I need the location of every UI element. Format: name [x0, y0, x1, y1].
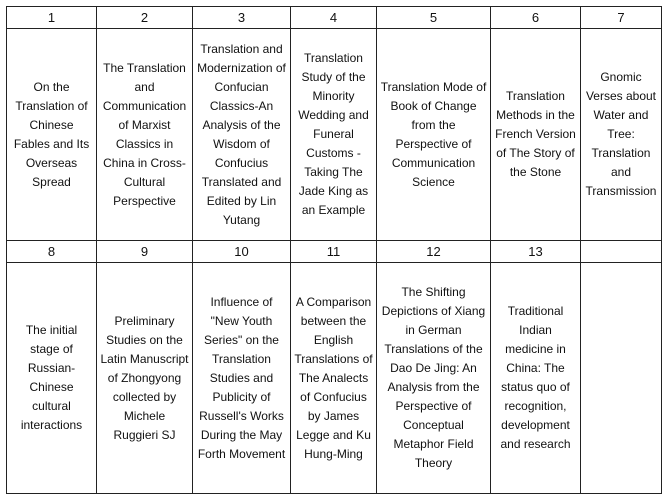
paper-title-cell: Traditional Indian medicine in China: The status quo of recognition, development and research — [491, 263, 581, 494]
paper-title-cell: Translation Study of the Minority Wedding and Funeral Customs - Taking The Jade King as an Example — [291, 29, 377, 241]
column-number: 10 — [193, 241, 291, 263]
column-number: 3 — [193, 7, 291, 29]
column-number: 7 — [581, 7, 662, 29]
paper-title-cell: A Comparison between the English Translations of The Analects of Confucius by James Legge and Ku Hung-Ming — [291, 263, 377, 494]
paper-title-cell: On the Translation of Chinese Fables and Its Overseas Spread — [7, 29, 97, 241]
paper-title-cell: Translation Methods in the French Version of The Story of the Stone — [491, 29, 581, 241]
column-number: 1 — [7, 7, 97, 29]
column-number: 11 — [291, 241, 377, 263]
paper-title-cell: Translation Mode of Book of Change from the Perspective of Communication Science — [377, 29, 491, 241]
column-number: 8 — [7, 241, 97, 263]
paper-title-cell: Gnomic Verses about Water and Tree: Translation and Transmission — [581, 29, 662, 241]
column-number: 4 — [291, 7, 377, 29]
paper-title-cell: The Shifting Depictions of Xiang in German Translations of the Dao De Jing: An Analysis from the Perspective of Conceptual Metaphor Field Theory — [377, 263, 491, 494]
paper-title-cell: The initial stage of Russian-Chinese cultural interactions — [7, 263, 97, 494]
paper-title-cell: Translation and Modernization of Confucian Classics-An Analysis of the Wisdom of Confucius Translated and Edited by Lin Yutang — [193, 29, 291, 241]
column-number: 5 — [377, 7, 491, 29]
column-number: 9 — [97, 241, 193, 263]
paper-title-cell: Influence of "New Youth Series" on the Translation Studies and Publicity of Russell's Works During the May Forth Movement — [193, 263, 291, 494]
empty-title-cell — [581, 263, 662, 494]
empty-number-cell — [581, 241, 662, 263]
paper-title-cell: The Translation and Communication of Marxist Classics in China in Cross-Cultural Perspective — [97, 29, 193, 241]
column-number: 13 — [491, 241, 581, 263]
column-number: 6 — [491, 7, 581, 29]
papers-table — [6, 6, 662, 494]
column-number: 12 — [377, 241, 491, 263]
paper-title-cell: Preliminary Studies on the Latin Manuscript of Zhongyong collected by Michele Ruggieri SJ — [97, 263, 193, 494]
column-number: 2 — [97, 7, 193, 29]
